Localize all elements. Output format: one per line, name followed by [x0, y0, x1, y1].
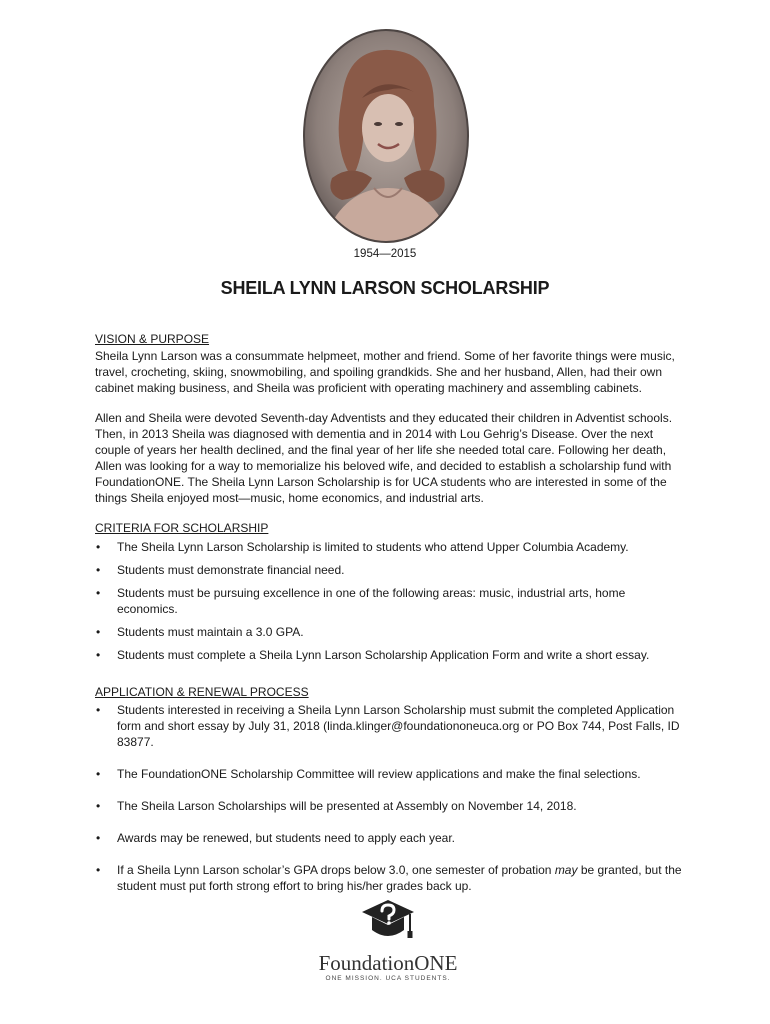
bullet-icon: •	[96, 625, 101, 639]
criteria-list	[95, 539, 685, 663]
list-item: • Awards may be renewed, but students need to apply each year.	[96, 831, 455, 845]
bullet-icon: •	[96, 831, 101, 845]
list-item: • Students interested in receiving a Sheila Lynn Larson Scholarship must submit the completed Application form and short essay by July 31, 2018 (linda.klinger@foundationoneuca.org or PO Box 744, Post Falls, ID 83877.	[96, 703, 680, 749]
application-heading: APPLICATION & RENEWAL PROCESS	[95, 685, 309, 699]
logo-tagline: ONE MISSION. UCA STUDENTS.	[325, 975, 451, 982]
list-item: • Students must demonstrate financial need.	[96, 563, 345, 577]
criteria-heading: CRITERIA FOR SCHOLARSHIP	[95, 521, 269, 535]
bullet-icon: •	[96, 540, 101, 554]
list-item: • The Sheila Lynn Larson Scholarship is limited to students who attend Upper Columbia Academy.	[96, 540, 629, 554]
vision-paragraph-2: Allen and Sheila were devoted Seventh-day Adventists and they educated their children in Adventist schools. Then, in 2013 Sheila was diagnosed with dementia and in 2014 with Lou Gehrig’s Disease. Over the next couple of years her health declined, and the final year of her life she needed total care. Following her death, Allen was looking for a way to memorialize his beloved wife, and decided to establish a scholarship fund with FoundationONE. The Sheila Lynn Larson Scholarship is for UCA students who are interested in some of the things Sheila enjoyed most—music, home economics, and industrial arts.	[95, 411, 673, 505]
application-list	[95, 702, 685, 894]
bullet-icon: •	[96, 863, 101, 877]
list-item: • The FoundationONE Scholarship Committee will review applications and make the final selections.	[96, 767, 641, 781]
list-item: • The Sheila Larson Scholarships will be presented at Assembly on November 14, 2018.	[96, 799, 577, 813]
list-item: • Students must complete a Sheila Lynn Larson Scholarship Application Form and write a short essay.	[96, 648, 650, 662]
logo-name: FoundationONE	[318, 951, 458, 975]
portrait-photo	[302, 28, 470, 244]
bullet-icon: •	[96, 563, 101, 577]
foundationone-logo	[318, 898, 458, 988]
list-item: • Students must be pursuing excellence in one of the following areas: music, industrial arts, home economics.	[96, 586, 626, 616]
foundationone-mortarboard-icon	[360, 898, 416, 950]
page-title: SHEILA LYNN LARSON SCHOLARSHIP	[220, 278, 550, 298]
list-item: • Students must maintain a 3.0 GPA.	[96, 625, 304, 639]
list-item: • If a Sheila Lynn Larson scholar’s GPA drops below 3.0, one semester of probation may be granted, but the student must put forth strong effort to bring his/her grades back up.	[96, 863, 682, 893]
bullet-icon: •	[96, 703, 101, 717]
vision-paragraph-1: Sheila Lynn Larson was a consummate helpmeet, mother and friend. Some of her favorite things were music, travel, crocheting, skiing, snowmobiling, and spoiling grandkids. She and her husband, Allen, had their own cabinet making business, and Sheila was proficient with operating machinery and assembling cabinets.	[95, 349, 675, 395]
life-years: 1954—2015	[353, 248, 417, 260]
vision-heading: VISION & PURPOSE	[95, 332, 210, 346]
bullet-icon: •	[96, 648, 101, 662]
bullet-icon: •	[96, 799, 101, 813]
bullet-icon: •	[96, 767, 101, 781]
bullet-icon: •	[96, 586, 101, 600]
